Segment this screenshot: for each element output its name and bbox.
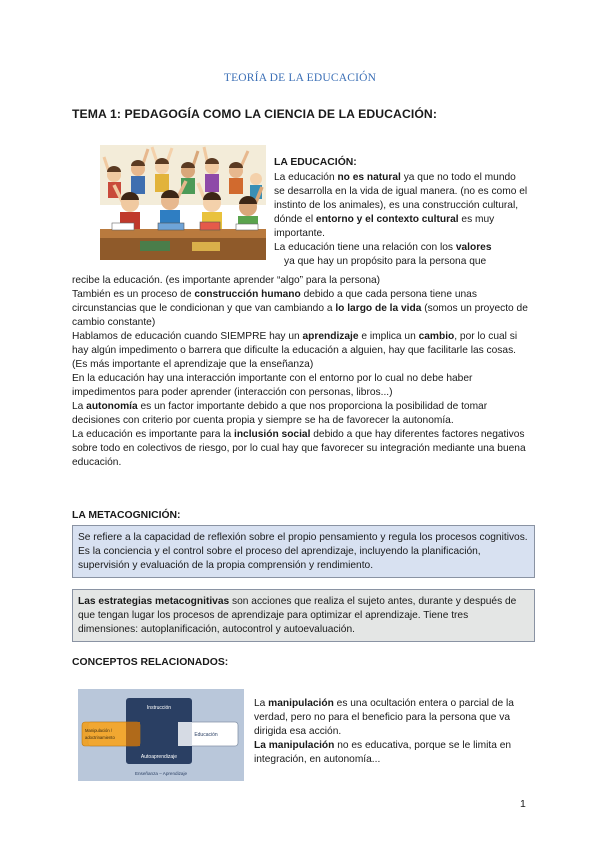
educacion-heading: LA EDUCACIÓN: [274,157,357,168]
educacion-full-block [72,274,532,470]
conceptos-text-block [254,697,529,767]
educacion-paragraph-7: La autonomía es un factor importante debido a que nos proporciona la posibilidad de tomar decisiones con criterio por cuenta propia y siempre se ha de favorecer la autonomía. [72,401,488,426]
conceptos-diagram [78,689,244,781]
page-number: 1 [520,798,526,810]
classroom-illustration [100,145,266,260]
diagram-label-bottom: Autoaprendizaje [140,754,178,760]
educacion-paragraph-8: La educación es importante para la inclusión social debido a que hay diferentes factores negativos sobre todo en colectivos de riesgo, por lo cual hay que favorecer su integración mediante una buena educación. [72,429,526,468]
document-title: TEORÍA DE LA EDUCACIÓN [223,72,377,84]
diagram-caption: Enseñanza – Aprendizaje [134,771,188,776]
diagram-label-left: Manipulación / adoctrinamiento [85,728,115,740]
educacion-paragraph-4: Hablamos de educación cuando SIEMPRE hay un aprendizaje e implica un cambio, por lo cual si hay algún impedimento o barrera que dificulte la educación a alguien, hay que facilitarle las cosas. [72,331,518,356]
educacion-paragraph-6: En la educación hay una interacción importante con el entorno por lo cual no debe haber impedimentos para poder aprender (interacción con personas, libros...) [72,373,473,398]
metacognicion-heading: LA METACOGNICIÓN: [72,510,181,521]
educacion-paragraph-3: También es un proceso de construcción humano debido a que cada persona tiene unas circunstancias que le condicionan y que van cambiando a lo largo de la vida (somos un proyecto de cambio constante) [72,289,528,328]
educacion-paragraph-2-continued: ya que hay un propósito para la persona que [284,256,487,267]
educacion-paragraph-2-start: La educación tiene una relación con los valores [274,242,492,253]
diagram-label-top: Instrucción [146,705,172,711]
educacion-paragraph-1: La educación no es natural ya que no todo el mundo se desarrolla en la vida de igual manera. (no es como el instinto de los animales), es una construcción cultural, dónde el entorno y el contexto cultural es muy importante. [274,172,528,239]
educacion-paragraph-2-end: recibe la educación. (es importante aprender “algo” para la persona) [72,275,381,286]
metacognicion-definition-box: Se refiere a la capacidad de reflexión sobre el propio pensamiento y regula los procesos cognitivos. Es la conciencia y el control sobre el proceso del aprendizaje, incluyendo la planificación, supervisión y evaluación de la propia comprensión y rendimiento. [72,525,535,578]
educacion-wrap-block [274,156,529,269]
tema-heading: TEMA 1: PEDAGOGÍA COMO LA CIENCIA DE LA EDUCACIÓN: [72,107,437,121]
diagram-label-right: Educación [194,732,218,738]
manipulacion-paragraph-2: La manipulación no es educativa, porque se le limita en integración, en autonomía... [254,740,512,765]
manipulacion-paragraph-1: La manipulación es una ocultación entera o parcial de la verdad, pero no para el beneficio para la persona que va dirigida esa acción. [254,698,514,737]
estrategias-box: Las estrategias metacognitivas son acciones que realiza el sujeto antes, durante y después de que tengan lugar los procesos de aprendizaje para optimizar el aprendizaje. Tiene tres dimensiones: autoplanificación, autocontrol y autoevaluación. [72,589,535,642]
educacion-paragraph-5: (Es más importante el aprendizaje que la enseñanza) [72,359,314,370]
conceptos-heading: CONCEPTOS RELACIONADOS: [72,657,229,668]
